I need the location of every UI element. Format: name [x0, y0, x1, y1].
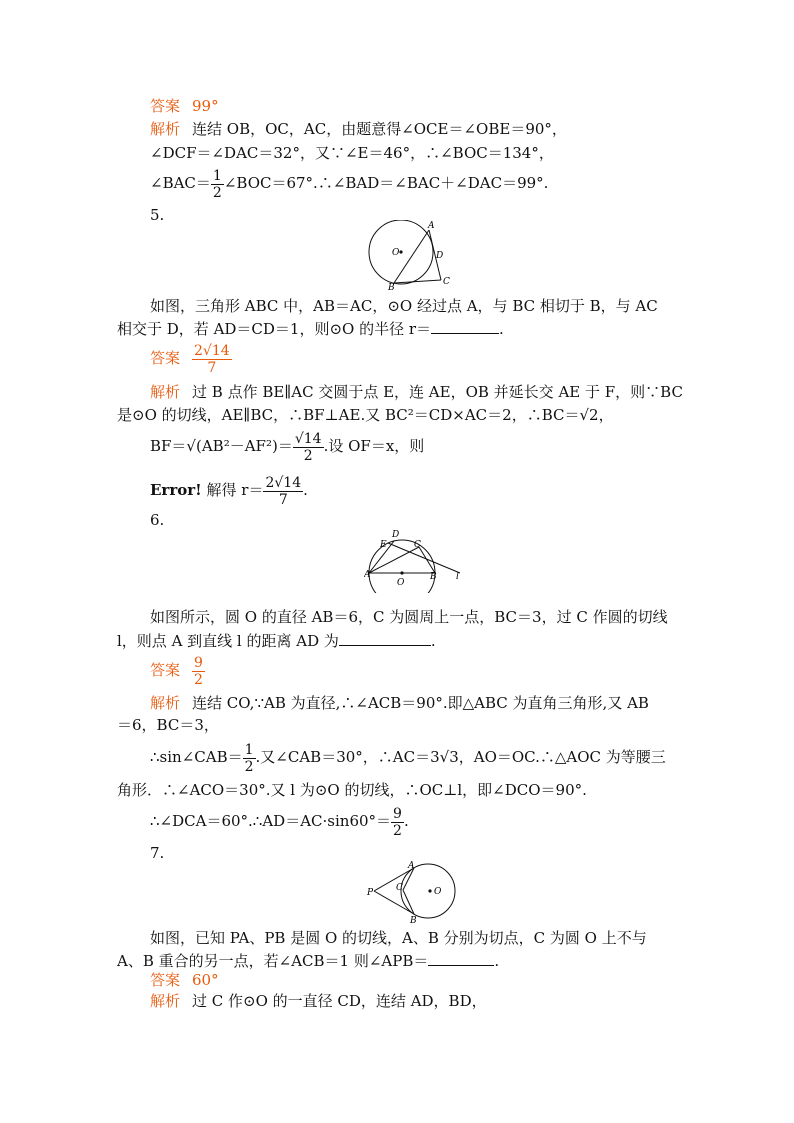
- answer-label: 答案: [150, 97, 181, 115]
- analysis-label: 解析: [150, 694, 181, 712]
- answer-label: 答案: [150, 349, 181, 367]
- q6-answer-line: [150, 650, 205, 690]
- analysis-label: 解析: [150, 383, 181, 401]
- q6-fraction-1: [243, 742, 256, 775]
- q6-text-3b: .又∠CAB＝30°，∴AC＝3√3，AO＝OC.∴△AOC 为等腰三: [255, 748, 666, 766]
- q6-answer-den: 2: [194, 671, 203, 688]
- q5-analysis-line-3: [150, 426, 424, 466]
- q4-text-3b: ∠BOC＝67°.∴∠BAD＝∠BAC＋∠DAC＝99°.: [223, 174, 549, 192]
- analysis-label: 解析: [150, 120, 181, 138]
- q6-answer-num: 9: [194, 654, 203, 671]
- q6-analysis-line-5: [150, 801, 409, 841]
- q6-text-5b: .: [403, 812, 409, 830]
- q5-fig-label-b: B: [388, 283, 395, 290]
- q7-stem-line-2: [117, 951, 499, 971]
- q5-fraction-2: [263, 475, 303, 508]
- q7-fig-label-c: C: [396, 883, 403, 893]
- q6-fig-label-o: O: [397, 578, 405, 588]
- q7-fig-label-o: O: [434, 887, 442, 897]
- q4-answer: 99°: [192, 97, 219, 115]
- q5-figure: [364, 220, 464, 290]
- q5-analysis-line-4: [150, 470, 308, 510]
- q5-text-3b: .设 OF＝x，则: [323, 437, 425, 455]
- q5-answer-den: 7: [207, 359, 217, 376]
- q5-answer-num: 2√14: [194, 342, 230, 359]
- q5-fraction-1: [293, 431, 324, 464]
- q6-text-5a: ∴∠DCA＝60°.∴AD＝AC·sin60°＝: [150, 812, 392, 830]
- q4-frac-num: 1: [212, 167, 222, 184]
- q6-analysis-line-3: [150, 737, 666, 777]
- q7-answer: 60°: [192, 971, 219, 989]
- q5-fig-label-d: D: [436, 251, 444, 261]
- q7-stem-end: .: [494, 952, 500, 970]
- q5-analysis-text-1: 过 B 点作 BE∥AC 交圆于点 E，连 AE，OB 并延长交 AE 于 F，则∵BC: [192, 383, 683, 401]
- q7-answer-line: [150, 970, 219, 990]
- q5-fig-label-a: A: [428, 221, 435, 231]
- answer-label: 答案: [150, 661, 181, 679]
- q6-fig-label-e: E: [380, 540, 387, 550]
- q7-fig-label-b: B: [410, 916, 417, 924]
- q5-fig-label-c: C: [443, 277, 450, 287]
- q7-fig-label-a: A: [408, 861, 415, 871]
- q7-figure: [366, 860, 458, 924]
- q6-frac2-den: 2: [393, 822, 402, 839]
- q6-figure: [364, 527, 464, 593]
- q5-text-4b: .: [303, 481, 308, 499]
- q4-analysis-text-1: 连结 OB，OC，AC，由题意得∠OCE＝∠OBE＝90°，: [192, 120, 567, 138]
- q7-analysis-line-1: [150, 991, 487, 1011]
- q5-error-marker: Error!: [150, 481, 202, 499]
- q5-stem-line-1: 如图，三角形 ABC 中，AB＝AC，⊙O 经过点 A，与 BC 相切于 B，与 AC: [150, 297, 658, 315]
- q4-analysis-line-2: ∠DCF＝∠DAC＝32°，又∵∠E＝46°，∴∠BOC＝134°，: [150, 144, 554, 162]
- q4-analysis-line-1: [150, 119, 567, 139]
- q5-fig-label-o: O: [392, 248, 400, 258]
- q5-text-3a: BF＝√(AB²－AF²)＝: [150, 437, 293, 455]
- q6-analysis-text-1: 连结 CO,∵AB 为直径,∴∠ACB＝90°.即△ABC 为直角三角形,又 AB: [192, 694, 649, 712]
- q6-fig-label-l: l: [456, 572, 459, 582]
- q6-answer-fraction: [192, 655, 205, 688]
- q5-analysis-line-1: [150, 382, 683, 402]
- q6-fig-label-c: C: [414, 540, 421, 550]
- q4-fraction: [211, 168, 224, 201]
- q5-stem-text: 相交于 D，若 AD＝CD＝1，则⊙O 的半径 r＝: [117, 320, 432, 338]
- q5-frac1-num: √14: [294, 430, 322, 447]
- q6-fraction-2: [391, 806, 404, 839]
- q7-stem-line-1: 如图，已知 PA、PB 是圆 O 的切线，A、B 分别为切点，C 为圆 O 上不与: [150, 929, 647, 947]
- q5-stem-line-2: [117, 319, 504, 339]
- q6-analysis-line-4: 角形．∴∠ACO＝30°.又 l 为⊙O 的切线，∴OC⊥l，即∠DCO＝90°.: [117, 781, 587, 799]
- q6-answer-blank: [339, 631, 431, 646]
- analysis-label: 解析: [150, 992, 181, 1010]
- q7-fig-label-p: P: [367, 888, 374, 898]
- q7-analysis-text-1: 过 C 作⊙O 的一直径 CD，连结 AD，BD，: [192, 992, 487, 1010]
- q4-answer-line: [150, 96, 219, 116]
- q6-fig-label-d: D: [392, 530, 400, 540]
- q5-stem-end: .: [499, 320, 504, 338]
- q4-analysis-line-3: [150, 163, 548, 203]
- q5-number: 5.: [150, 206, 165, 224]
- q4-frac-den: 2: [212, 184, 222, 201]
- q5-frac1-den: 2: [303, 447, 313, 464]
- q6-frac2-num: 9: [393, 805, 402, 822]
- q6-analysis-line-2: ＝6，BC＝3，: [117, 716, 219, 734]
- q5-frac2-den: 7: [278, 491, 288, 508]
- q6-fig-label-a: A: [364, 570, 371, 580]
- q6-stem-line-1: 如图所示，圆 O 的直径 AB＝6，C 为圆周上一点，BC＝3，过 C 作圆的切线: [150, 608, 668, 626]
- q5-text-4a: 解得 r＝: [206, 481, 264, 499]
- q5-analysis-line-2: 是⊙O 的切线，AE∥BC，∴BF⊥AE.又 BC²＝CD×AC＝2，∴BC＝√2，: [117, 406, 614, 424]
- q7-stem-text: A、B 重合的另一点，若∠ACB＝1 则∠APB＝: [117, 952, 429, 970]
- q6-stem-end: .: [430, 632, 436, 650]
- q5-frac2-num: 2√14: [265, 474, 302, 491]
- q7-number: 7.: [150, 844, 165, 862]
- q5-answer-fraction: [192, 343, 232, 376]
- q5-answer-blank: [431, 319, 499, 334]
- q6-number: 6.: [150, 511, 165, 529]
- q6-stem-line-2: [117, 631, 436, 651]
- answer-label: 答案: [150, 971, 181, 989]
- q6-analysis-line-1: [150, 693, 649, 713]
- q6-frac1-num: 1: [244, 741, 254, 758]
- q6-text-3a: ∴sin∠CAB＝: [150, 748, 243, 766]
- q6-frac1-den: 2: [244, 758, 254, 775]
- q4-text-3a: ∠BAC＝: [150, 174, 211, 192]
- q6-stem-text: l，则点 A 到直线 l 的距离 AD 为: [117, 632, 339, 650]
- q5-answer-line: [150, 338, 232, 378]
- q6-fig-label-b: B: [430, 572, 437, 582]
- q7-answer-blank: [428, 951, 494, 966]
